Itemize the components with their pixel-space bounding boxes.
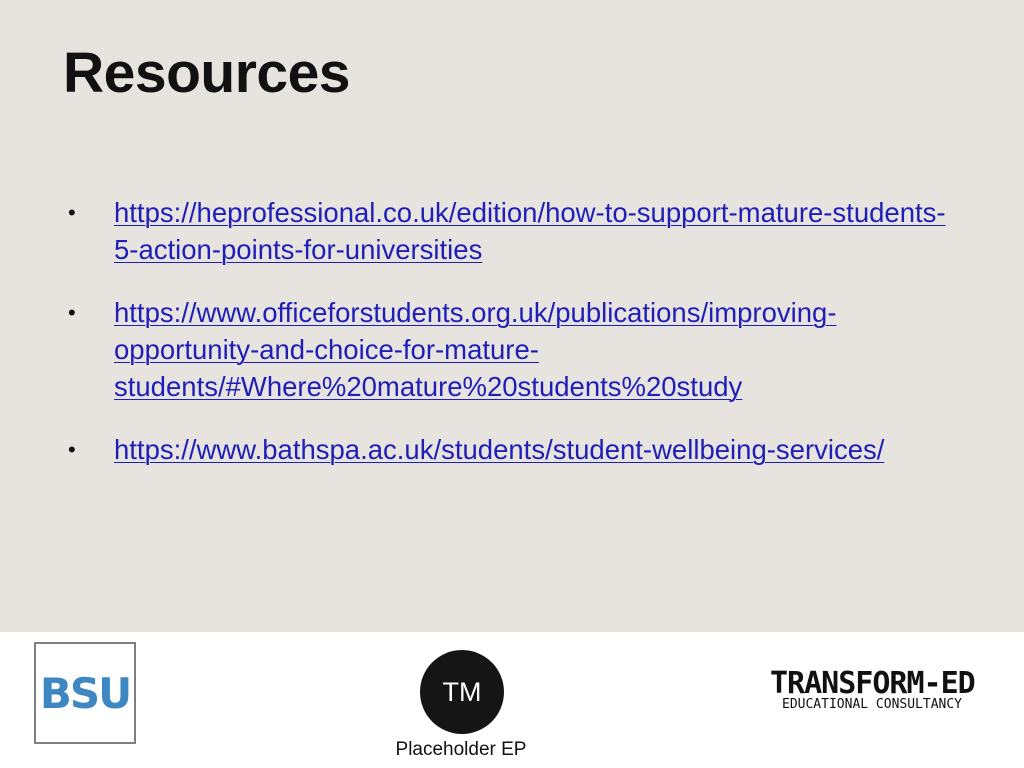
bsu-logo-text: BSU — [39, 668, 131, 718]
tm-caption: Placeholder EP — [395, 739, 527, 760]
bullet-icon: • — [68, 200, 76, 225]
tm-logo-text: TM — [442, 676, 482, 707]
transform-ed-title: TRANSFORM-ED — [770, 666, 975, 701]
bullet-icon: • — [68, 300, 76, 325]
resource-link-heprofessional[interactable]: https://heprofessional.co.uk/edition/how-to-support-mature-students-5-action-points-for-universities — [114, 197, 946, 265]
list-item — [68, 294, 968, 405]
tm-logo — [420, 650, 504, 734]
resource-link-bathspa[interactable]: https://www.bathspa.ac.uk/students/student-wellbeing-services/ — [114, 434, 885, 465]
bullet-icon: • — [68, 437, 76, 462]
transform-ed-subtitle: EDUCATIONAL CONSULTANCY — [782, 697, 963, 712]
list-item — [68, 194, 968, 268]
bsu-logo — [34, 642, 136, 744]
resource-link-officeforstudents[interactable]: https://www.officeforstudents.org.uk/publications/improving-opportunity-and-choice-for-mature-students/#Where%20mature%20students%20study — [114, 297, 837, 402]
page-title: Resources — [63, 41, 350, 105]
resource-list — [68, 194, 968, 494]
footer-logos — [0, 632, 1024, 768]
transform-ed-logo — [770, 668, 992, 712]
list-item — [68, 431, 968, 468]
